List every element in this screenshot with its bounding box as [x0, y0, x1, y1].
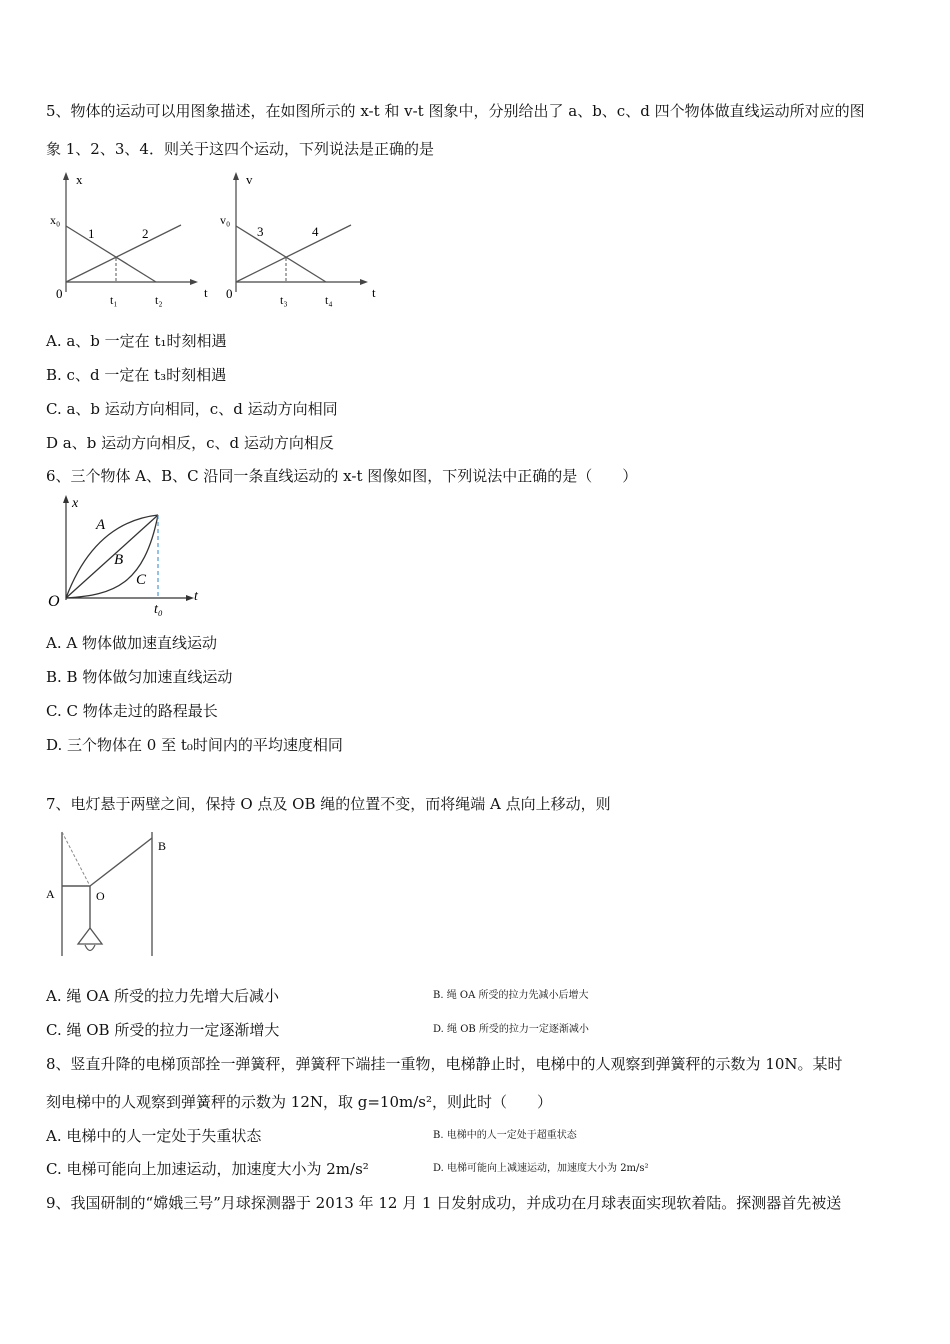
q9-stem-line-1: 9、我国研制的“嫦娥三号”月球探测器于 2013 年 12 月 1 日发射成功，并成功在月球表面实现软着陆。探测器首先被送 [46, 1194, 842, 1212]
q5-xt-line-1-label: 1 [88, 226, 95, 241]
q7-point-a: A [46, 887, 55, 901]
q5-option-b[interactable]: B. c、d 一定在 t₃时刻相遇 [46, 366, 227, 384]
q8-option-c[interactable]: C. 电梯可能向上加速运动，加速度大小为 2m/s² [46, 1160, 369, 1178]
q5-xt-t2: t₂ [155, 293, 163, 307]
q5-vt-y-label: v [246, 172, 253, 187]
q5-option-c[interactable]: C. a、b 运动方向相同，c、d 运动方向相同 [46, 400, 338, 418]
q6-origin: O [48, 593, 60, 610]
q8-option-a[interactable]: A. 电梯中的人一定处于失重状态 [46, 1127, 262, 1145]
q5-vt-line-3-label: 3 [257, 224, 264, 239]
q7-option-a[interactable]: A. 绳 OA 所受的拉力先增大后减小 [46, 987, 280, 1005]
q6-option-d[interactable]: D. 三个物体在 0 至 t₀时间内的平均速度相同 [46, 736, 343, 754]
q5-xt-t1: t₁ [110, 293, 118, 307]
q8-option-b[interactable]: B. 电梯中的人一定处于超重状态 [433, 1130, 577, 1141]
q5-xt-origin: 0 [56, 286, 63, 301]
q7-stem: 7、电灯悬于两壁之间，保持 O 点及 OB 绳的位置不变，而将绳端 A 点向上移动，则 [46, 795, 611, 813]
q5-vt-line-4-label: 4 [312, 224, 319, 239]
q6-curve-c-label: C [136, 572, 147, 588]
q6-curve-a-label: A [96, 517, 106, 533]
q5-vt-graph [214, 170, 389, 310]
q7-option-b[interactable]: B. 绳 OA 所受的拉力先减小后增大 [433, 990, 589, 1001]
q8-stem-line-1: 8、竖直升降的电梯顶部拴一弹簧秤，弹簧秤下端挂一重物，电梯静止时，电梯中的人观察到弹簧秤的示数为 10N。某时 [46, 1055, 843, 1073]
q6-stem: 6、三个物体 A、B、C 沿同一条直线运动的 x-t 图像如图，下列说法中正确的是（ ） [46, 467, 638, 485]
q7-option-c[interactable]: C. 绳 OB 所受的拉力一定逐渐增大 [46, 1021, 280, 1039]
q5-vt-v0: v₀ [220, 213, 231, 227]
q6-t-label: t [194, 589, 198, 604]
q5-xt-x-label: t [204, 285, 208, 300]
q8-option-d[interactable]: D. 电梯可能向上减速运动，加速度大小为 2m/s² [433, 1163, 649, 1174]
q6-xt-graph [44, 490, 209, 618]
q5-vt-t3: t₃ [280, 293, 288, 307]
q6-option-a[interactable]: A. A 物体做加速直线运动 [46, 634, 217, 652]
q6-option-c[interactable]: C. C 物体走过的路程最长 [46, 702, 218, 720]
q7-lamp-diagram [42, 828, 182, 963]
q5-option-d[interactable]: D a、b 运动方向相反，c、d 运动方向相反 [46, 434, 334, 452]
q6-curve-b-label: B [114, 552, 124, 568]
q5-xt-line-2-label: 2 [142, 226, 149, 241]
q7-point-b: B [158, 839, 167, 853]
q5-vt-t4: t₄ [325, 293, 333, 307]
q5-stem-line-1: 5、物体的运动可以用图象描述，在如图所示的 x-t 和 v-t 图象中，分别给出了 a、b、c、d 四个物体做直线运动所对应的图 [46, 102, 865, 120]
q5-option-a[interactable]: A. a、b 一定在 t₁时刻相遇 [46, 332, 227, 350]
q8-stem-line-2: 刻电梯中的人观察到弹簧秤的示数为 12N，取 g=10m/s²，则此时（ ） [46, 1093, 552, 1111]
q5-vt-x-label: t [372, 285, 376, 300]
q5-xt-graph [44, 170, 219, 310]
q5-vt-origin: 0 [226, 286, 233, 301]
q6-t0-label: t₀ [154, 602, 163, 617]
q6-option-b[interactable]: B. B 物体做匀加速直线运动 [46, 668, 233, 686]
q5-xt-y-label: x [76, 172, 83, 187]
q7-option-d[interactable]: D. 绳 OB 所受的拉力一定逐渐减小 [433, 1024, 589, 1035]
q5-xt-x0: x₀ [50, 213, 61, 227]
q5-stem-line-2: 象 1、2、3、4．则关于这四个运动，下列说法是正确的是 [46, 140, 434, 158]
q7-point-o: O [96, 889, 105, 903]
q6-x-label: x [72, 496, 79, 511]
